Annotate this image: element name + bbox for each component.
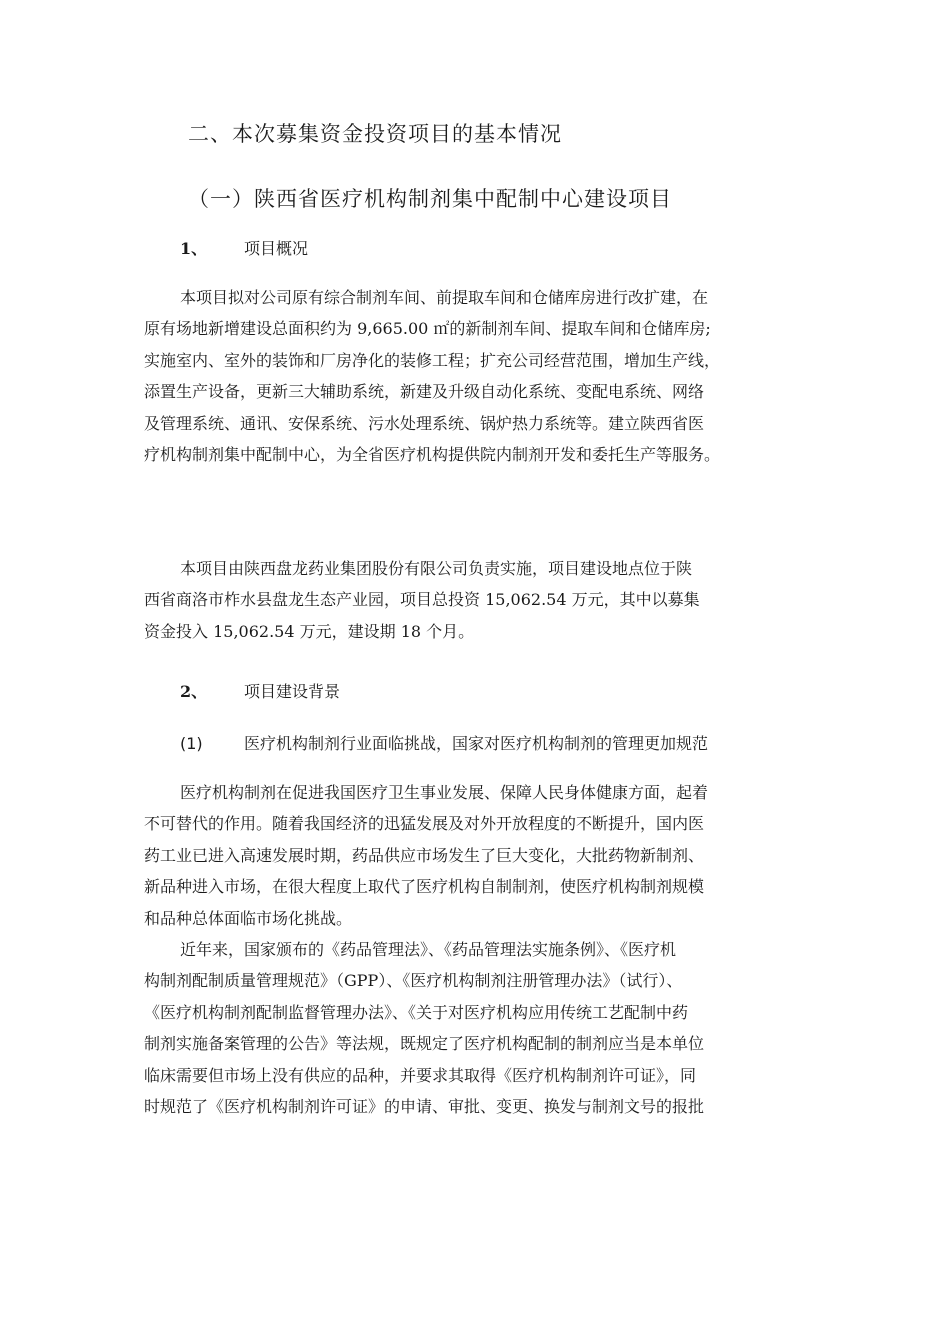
subsection-title: （一）陕西省医疗机构制剂集中配制中心建设项目 [188, 187, 672, 211]
paragraph-line: 原有场地新增建设总面积约为 9,665.00 ㎡的新制剂车间、提取车间和仓储库房; [144, 319, 711, 339]
paragraph-line: 添置生产设备，更新三大辅助系统，新建及升级自动化系统、变配电系统、网络 [144, 382, 705, 402]
paragraph-line: 疗机构制剂集中配制中心，为全省医疗机构提供院内制剂开发和委托生产等服务。 [144, 444, 721, 464]
paragraph-regulations [144, 934, 844, 1122]
paragraph-line: 《医疗机构制剂配制监督管理办法》、《关于对医疗机构应用传统工艺配制中药 [144, 1002, 689, 1022]
paragraph-line: 医疗机构制剂在促进我国医疗卫生事业发展、保障人民身体健康方面，起着 [180, 783, 709, 802]
paragraph-line: 和品种总体面临市场化挑战。 [144, 908, 353, 928]
paragraph-line: 西省商洛市柞水县盘龙生态产业园，项目总投资 15,062.54 万元，其中以募集 [144, 590, 700, 610]
paragraph-project-overview [144, 282, 844, 470]
paragraph-line: 本项目由陕西盘龙药业集团股份有限公司负责实施，项目建设地点位于陕 [180, 559, 693, 578]
item-2-1-heading [180, 731, 708, 754]
item-2-1-title: 医疗机构制剂行业面临挑战，国家对医疗机构制剂的管理更加规范 [244, 734, 709, 753]
item-1-heading [180, 236, 308, 259]
paragraph-line: 新品种进入市场，在很大程度上取代了医疗机构自制制剂，使医疗机构制剂规模 [144, 877, 705, 897]
paragraph-background [144, 777, 844, 934]
item-2-1-number: (1) [180, 734, 203, 753]
paragraph-implementation [144, 553, 844, 647]
item-2-number: 2、 [180, 682, 208, 701]
paragraph-line: 构制剂配制质量管理规范》（GPP）、《医疗机构制剂注册管理办法》（试行）、 [144, 971, 683, 991]
item-2-heading [180, 679, 340, 702]
item-1-title: 项目概况 [244, 239, 309, 258]
paragraph-line: 临床需要但市场上没有供应的品种，并要求其取得《医疗机构制剂许可证》，同 [144, 1065, 697, 1085]
paragraph-line: 时规范了《医疗机构制剂许可证》的申请、审批、变更、换发与制剂文号的报批 [144, 1096, 705, 1116]
paragraph-line: 本项目拟对公司原有综合制剂车间、前提取车间和仓储库房进行改扩建，在 [180, 288, 709, 307]
paragraph-line: 实施室内、室外的装饰和厂房净化的装修工程；扩充公司经营范围，增加生产线， [144, 350, 721, 370]
paragraph-line: 近年来，国家颁布的《药品管理法》、《药品管理法实施条例》、《医疗机 [180, 940, 677, 959]
item-1-number: 1、 [180, 239, 208, 258]
section-title: 二、本次募集资金投资项目的基本情况 [188, 122, 562, 146]
paragraph-line: 不可替代的作用。随着我国经济的迅猛发展及对外开放程度的不断提升，国内医 [144, 814, 705, 834]
paragraph-line: 及管理系统、通讯、安保系统、污水处理系统、锅炉热力系统等。建立陕西省医 [144, 413, 705, 433]
paragraph-line: 资金投入 15,062.54 万元，建设期 18 个月。 [144, 621, 475, 641]
paragraph-line: 制剂实施备案管理的公告》等法规，既规定了医疗机构配制的制剂应当是本单位 [144, 1034, 705, 1054]
paragraph-line: 药工业已进入高速发展时期，药品供应市场发生了巨大变化，大批药物新制剂、 [144, 845, 705, 865]
item-2-title: 项目建设背景 [244, 682, 341, 701]
